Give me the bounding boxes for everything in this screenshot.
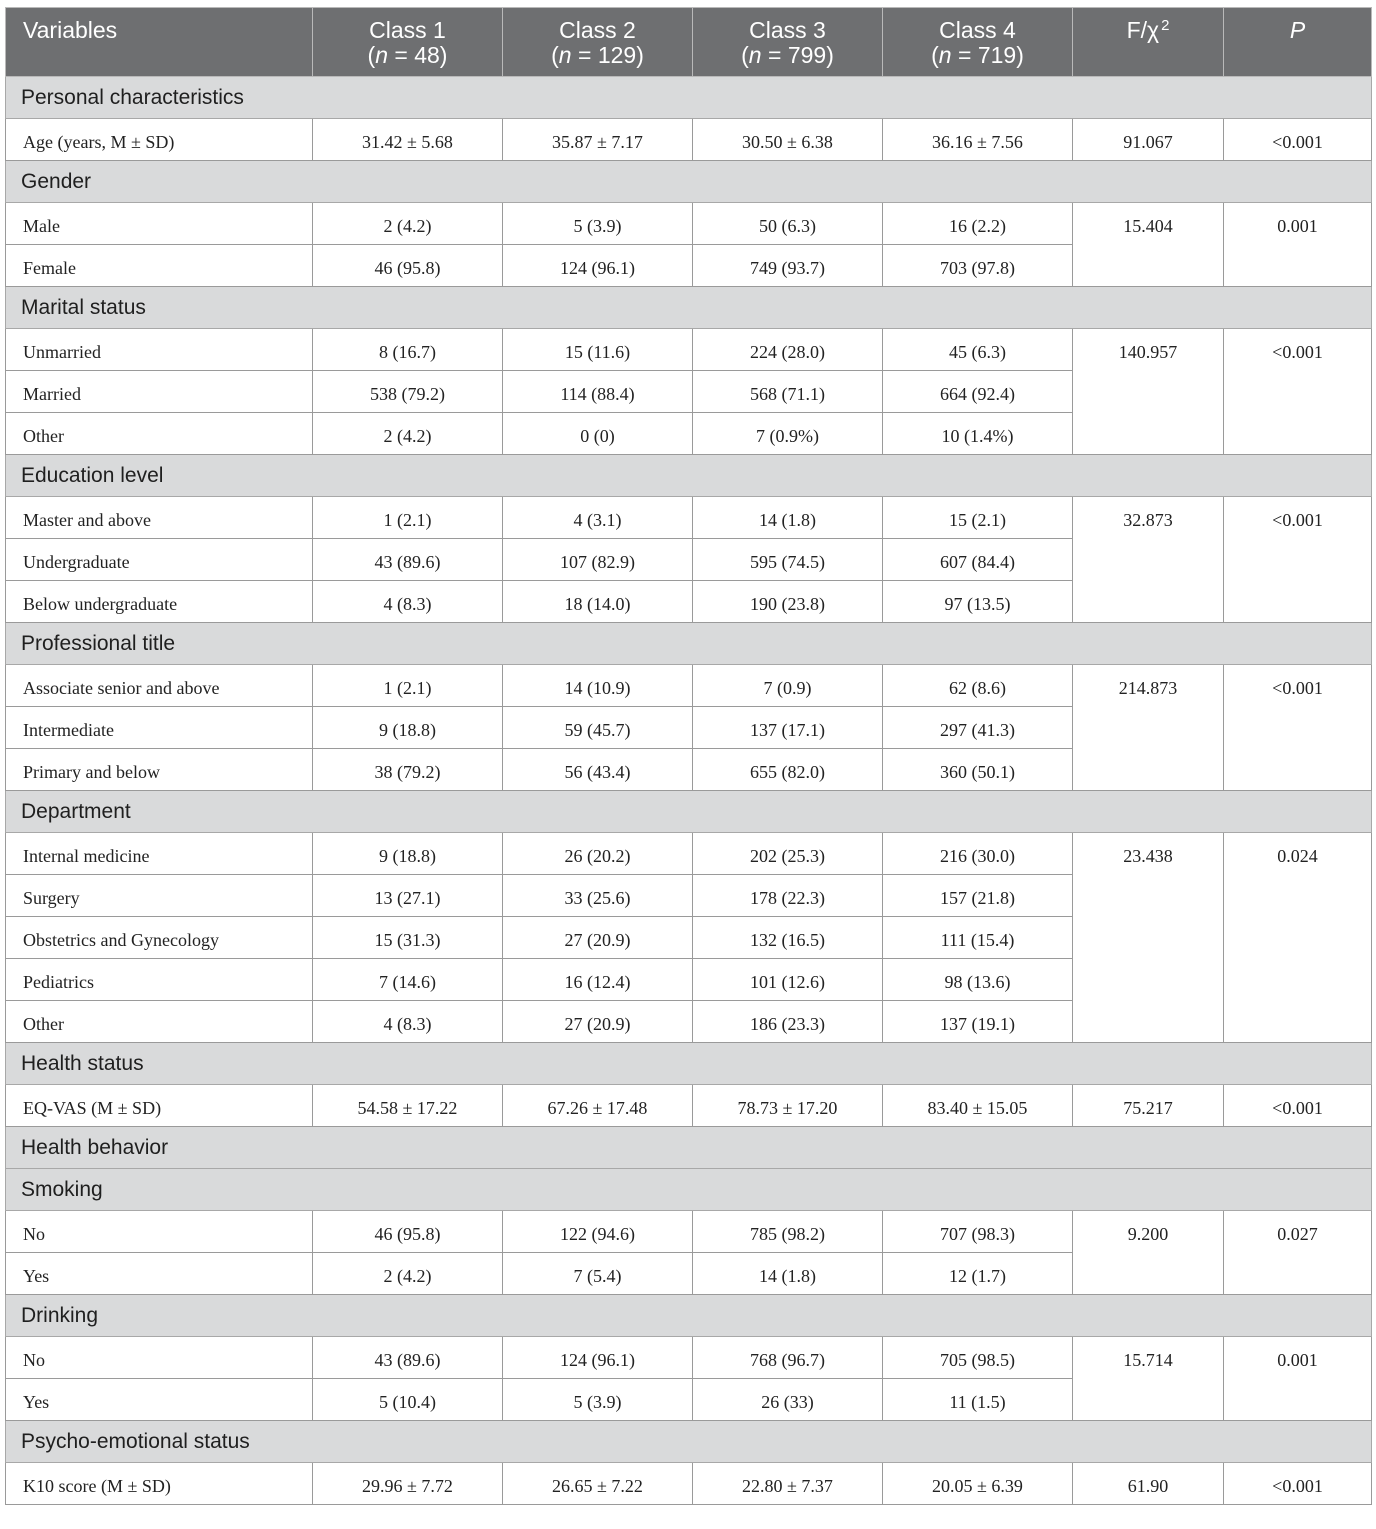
section-department: Department bbox=[6, 791, 1372, 833]
table-row-smoking-yes: Yes 2 (4.2) 7 (5.4) 14 (1.8) 12 (1.7) bbox=[6, 1253, 1372, 1295]
section-professional-title: Professional title bbox=[6, 623, 1372, 665]
table-row-smoking-no: No 46 (95.8) 122 (94.6) 785 (98.2) 707 (98.3) 9.200 0.027 bbox=[6, 1211, 1372, 1253]
characteristics-table bbox=[5, 7, 1372, 1505]
table-row-married: Married 538 (79.2) 114 (88.4) 568 (71.1) 664 (92.4) bbox=[6, 371, 1372, 413]
header-class-3: Class 3 (n = 799) bbox=[693, 8, 883, 77]
table-row-eq-vas: EQ-VAS (M ± SD) 54.58 ± 17.22 67.26 ± 17.48 78.73 ± 17.20 83.40 ± 15.05 75.217 <0.001 bbox=[6, 1085, 1372, 1127]
table-row-below-undergraduate: Below undergraduate 4 (8.3) 18 (14.0) 190 (23.8) 97 (13.5) bbox=[6, 581, 1372, 623]
table-row-age: Age (years, M ± SD) 31.42 ± 5.68 35.87 ± 7.17 30.50 ± 6.38 36.16 ± 7.56 91.067 <0.001 bbox=[6, 119, 1372, 161]
table-row-associate-senior: Associate senior and above 1 (2.1) 14 (10.9) 7 (0.9) 62 (8.6) 214.873 <0.001 bbox=[6, 665, 1372, 707]
header-class-1: Class 1 (n = 48) bbox=[313, 8, 503, 77]
section-smoking: Smoking bbox=[6, 1169, 1372, 1211]
header-row bbox=[6, 8, 1372, 77]
table-row-undergraduate: Undergraduate 43 (89.6) 107 (82.9) 595 (74.5) 607 (84.4) bbox=[6, 539, 1372, 581]
header-p-value: P bbox=[1224, 8, 1372, 77]
header-variables: Variables bbox=[6, 8, 313, 77]
section-gender: Gender bbox=[6, 161, 1372, 203]
header-class-4: Class 4 (n = 719) bbox=[883, 8, 1073, 77]
table-row-drinking-yes: Yes 5 (10.4) 5 (3.9) 26 (33) 11 (1.5) bbox=[6, 1379, 1372, 1421]
table-row-internal-medicine: Internal medicine 9 (18.8) 26 (20.2) 202 (25.3) 216 (30.0) 23.438 0.024 bbox=[6, 833, 1372, 875]
section-psycho-emotional: Psycho-emotional status bbox=[6, 1421, 1372, 1463]
section-education: Education level bbox=[6, 455, 1372, 497]
header-statistic: F/χ $^2$ bbox=[1073, 8, 1224, 77]
table-row-primary: Primary and below 38 (79.2) 56 (43.4) 655 (82.0) 360 (50.1) bbox=[6, 749, 1372, 791]
section-drinking: Drinking bbox=[6, 1295, 1372, 1337]
table-row-unmarried: Unmarried 8 (16.7) 15 (11.6) 224 (28.0) 45 (6.3) 140.957 <0.001 bbox=[6, 329, 1372, 371]
table-row-female: Female 46 (95.8) 124 (96.1) 749 (93.7) 703 (97.8) bbox=[6, 245, 1372, 287]
section-health-status: Health status bbox=[6, 1043, 1372, 1085]
table-row-drinking-no: No 43 (89.6) 124 (96.1) 768 (96.7) 705 (98.5) 15.714 0.001 bbox=[6, 1337, 1372, 1379]
table-row-male: Male 2 (4.2) 5 (3.9) 50 (6.3) 16 (2.2) 15.404 0.001 bbox=[6, 203, 1372, 245]
section-personal: Personal characteristics bbox=[6, 77, 1372, 119]
table-row-obgyn: Obstetrics and Gynecology 15 (31.3) 27 (20.9) 132 (16.5) 111 (15.4) bbox=[6, 917, 1372, 959]
header-class-2: Class 2 (n = 129) bbox=[503, 8, 693, 77]
table-row-k10: K10 score (M ± SD) 29.96 ± 7.72 26.65 ± 7.22 22.80 ± 7.37 20.05 ± 6.39 61.90 <0.001 bbox=[6, 1463, 1372, 1505]
table-row-surgery: Surgery 13 (27.1) 33 (25.6) 178 (22.3) 157 (21.8) bbox=[6, 875, 1372, 917]
table-row-pediatrics: Pediatrics 7 (14.6) 16 (12.4) 101 (12.6) 98 (13.6) bbox=[6, 959, 1372, 1001]
table-row-marital-other: Other 2 (4.2) 0 (0) 7 (0.9%) 10 (1.4%) bbox=[6, 413, 1372, 455]
section-health-behavior: Health behavior bbox=[6, 1127, 1372, 1169]
table-row-department-other: Other 4 (8.3) 27 (20.9) 186 (23.3) 137 (19.1) bbox=[6, 1001, 1372, 1043]
section-marital: Marital status bbox=[6, 287, 1372, 329]
table-row-intermediate: Intermediate 9 (18.8) 59 (45.7) 137 (17.1) 297 (41.3) bbox=[6, 707, 1372, 749]
table-row-master: Master and above 1 (2.1) 4 (3.1) 14 (1.8) 15 (2.1) 32.873 <0.001 bbox=[6, 497, 1372, 539]
